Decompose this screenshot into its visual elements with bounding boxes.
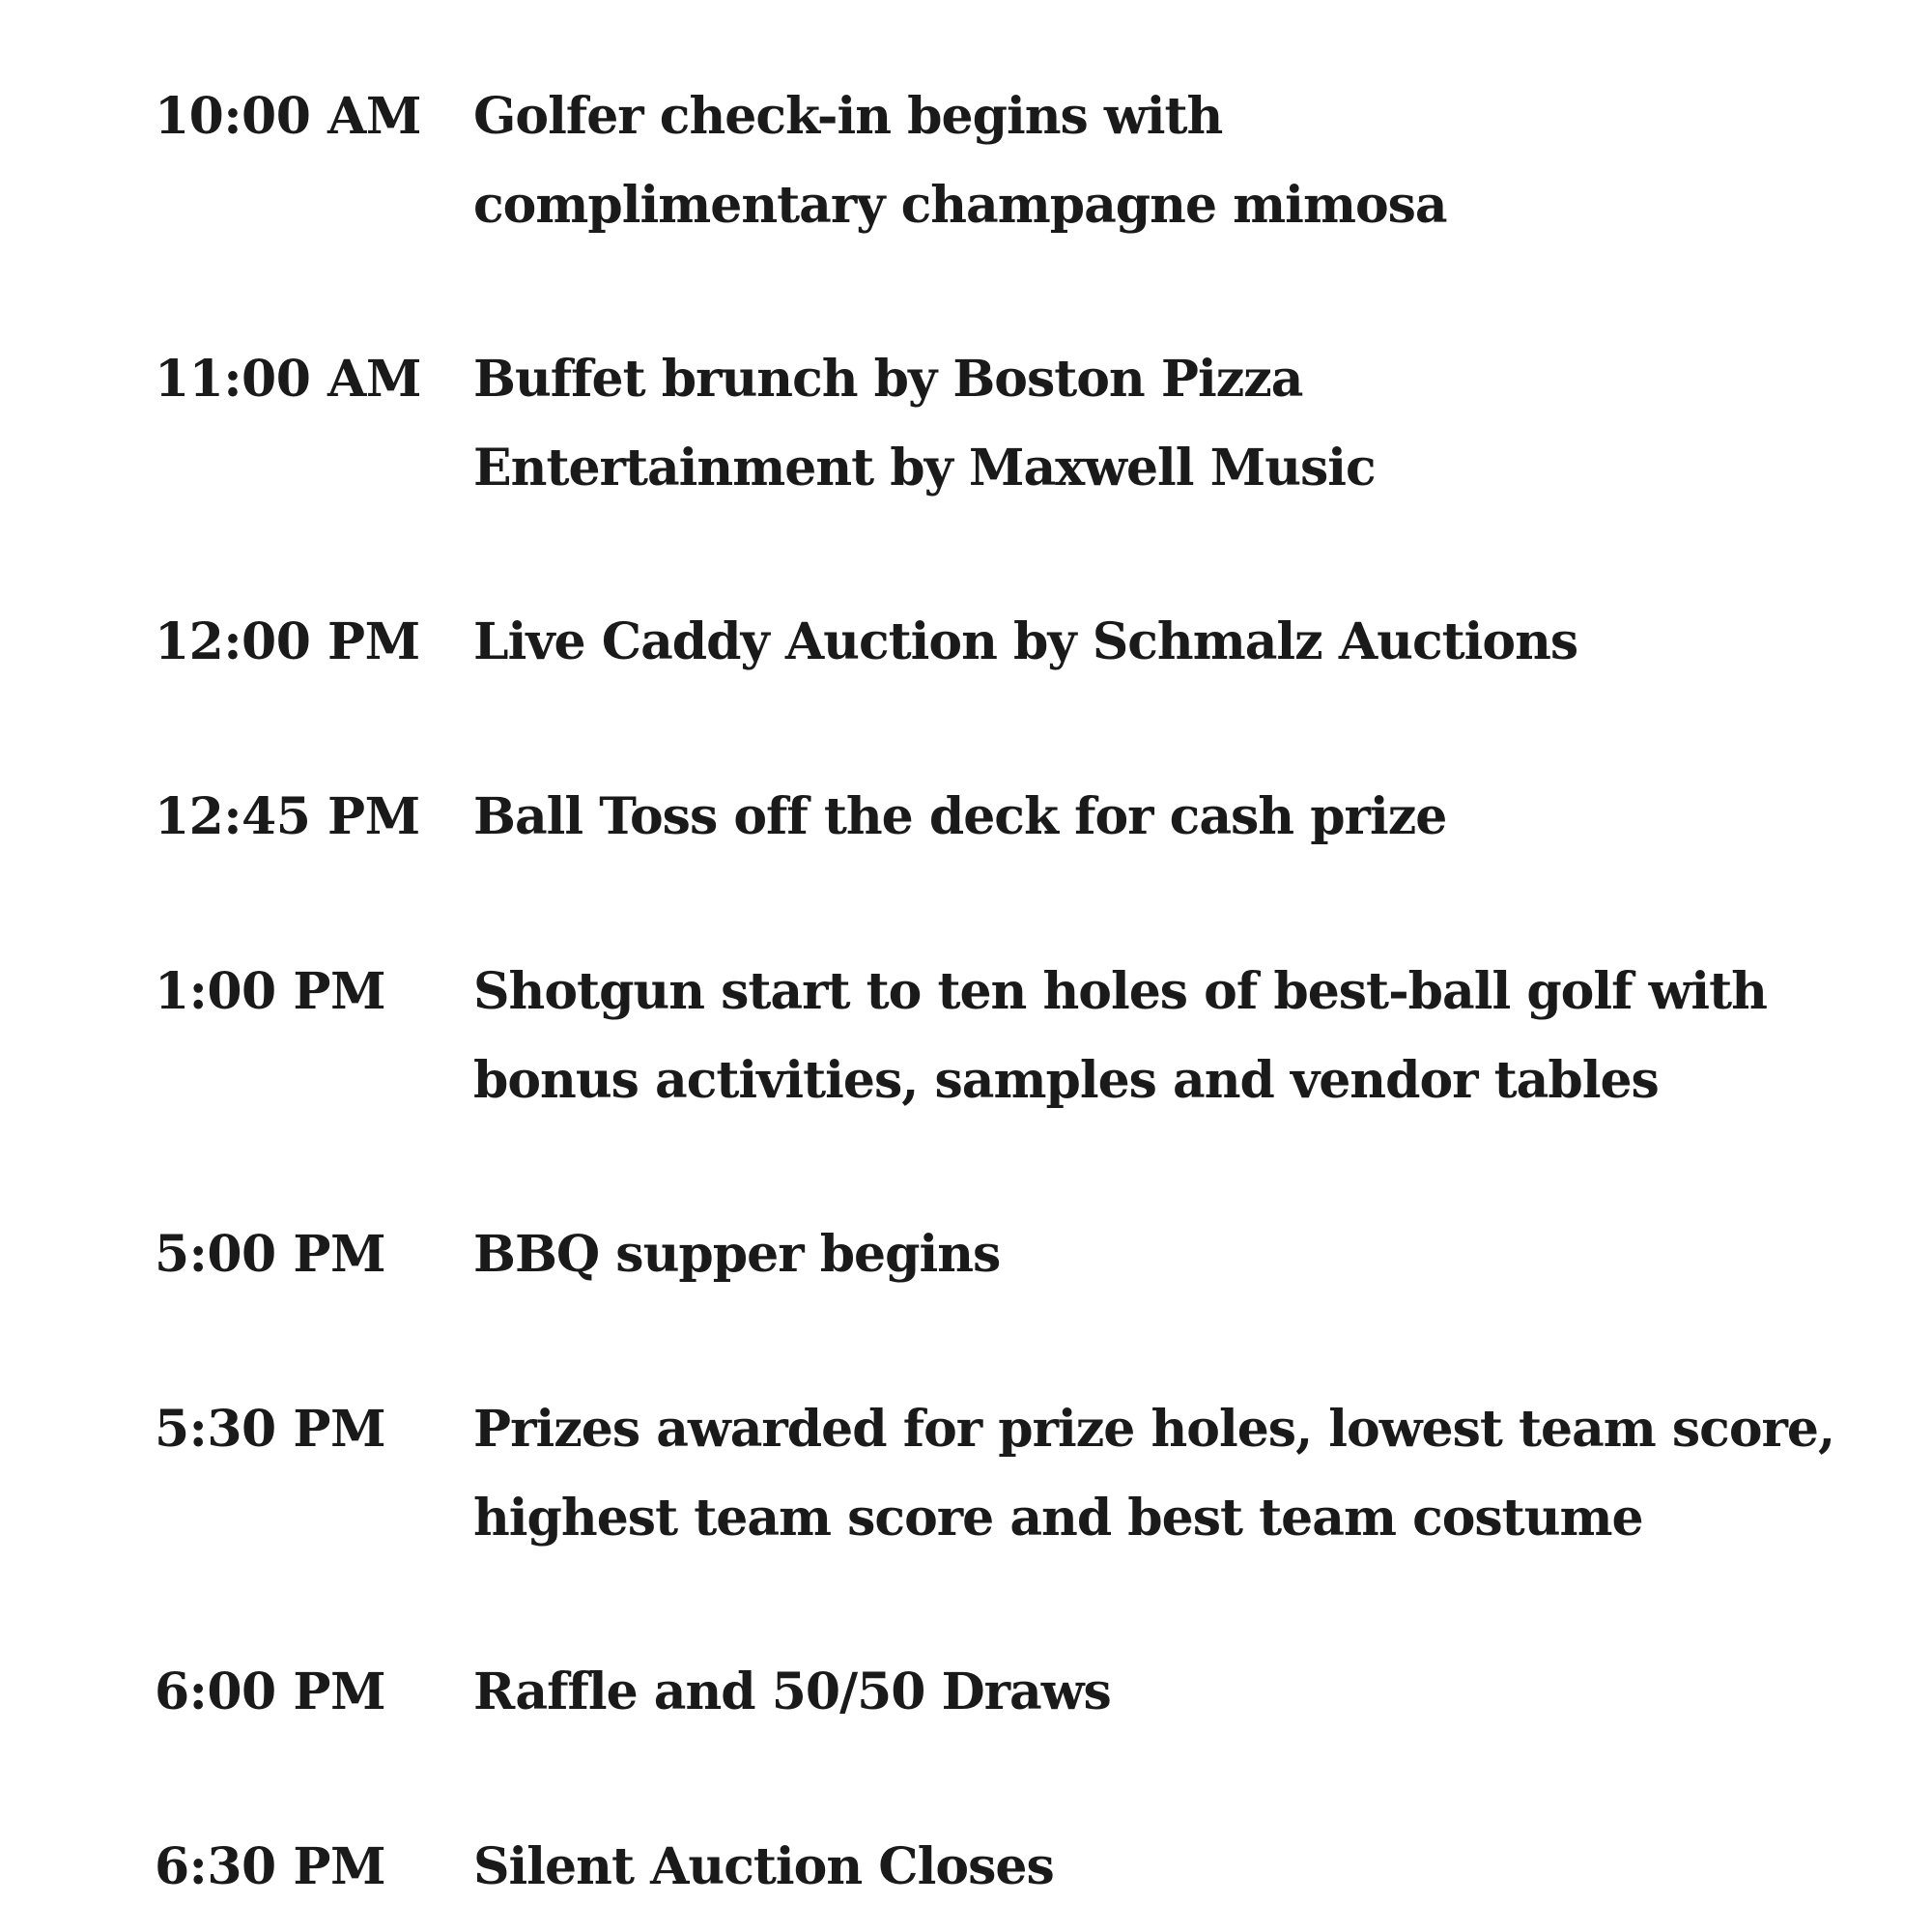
- schedule-time: 1:00 PM: [155, 962, 386, 1021]
- description-line: complimentary champagne mimosa: [473, 176, 1447, 235]
- description-line: highest team score and best team costume: [473, 1489, 1643, 1548]
- schedule-description: [473, 1823, 1054, 1912]
- description-line: Golfer check-in begins with: [473, 87, 1223, 146]
- schedule-description: [473, 1385, 1834, 1563]
- schedule-description: [473, 598, 1577, 687]
- schedule-time: 12:45 PM: [155, 787, 420, 846]
- schedule-description: [473, 1210, 1000, 1299]
- schedule-time: 12:00 PM: [155, 612, 420, 671]
- schedule-description: [473, 1648, 1111, 1737]
- description-line: Shotgun start to ten holes of best-ball golf with: [473, 962, 1767, 1021]
- description-line: Raffle and 50/50 Draws: [473, 1662, 1111, 1721]
- schedule-description: [473, 948, 1767, 1125]
- schedule-time: 5:00 PM: [155, 1225, 386, 1284]
- description-line: Buffet brunch by Boston Pizza: [473, 350, 1303, 409]
- description-line: Prizes awarded for prize holes, lowest team score,: [473, 1400, 1835, 1459]
- schedule-description: [473, 72, 1447, 250]
- description-line: BBQ supper begins: [473, 1225, 1001, 1284]
- description-line: bonus activities, samples and vendor tables: [473, 1051, 1659, 1110]
- schedule-time: 6:00 PM: [155, 1662, 386, 1721]
- description-line: Ball Toss off the deck for cash prize: [473, 787, 1447, 846]
- schedule-description: [473, 335, 1376, 513]
- description-line: Silent Auction Closes: [473, 1837, 1054, 1896]
- schedule-time: 10:00 AM: [155, 87, 421, 146]
- schedule-time: 6:30 PM: [155, 1837, 386, 1896]
- schedule-description: [473, 773, 1446, 862]
- schedule-time: 5:30 PM: [155, 1400, 386, 1459]
- description-line: Entertainment by Maxwell Music: [473, 439, 1376, 497]
- description-line: Live Caddy Auction by Schmalz Auctions: [473, 612, 1578, 671]
- schedule-time: 11:00 AM: [155, 350, 421, 409]
